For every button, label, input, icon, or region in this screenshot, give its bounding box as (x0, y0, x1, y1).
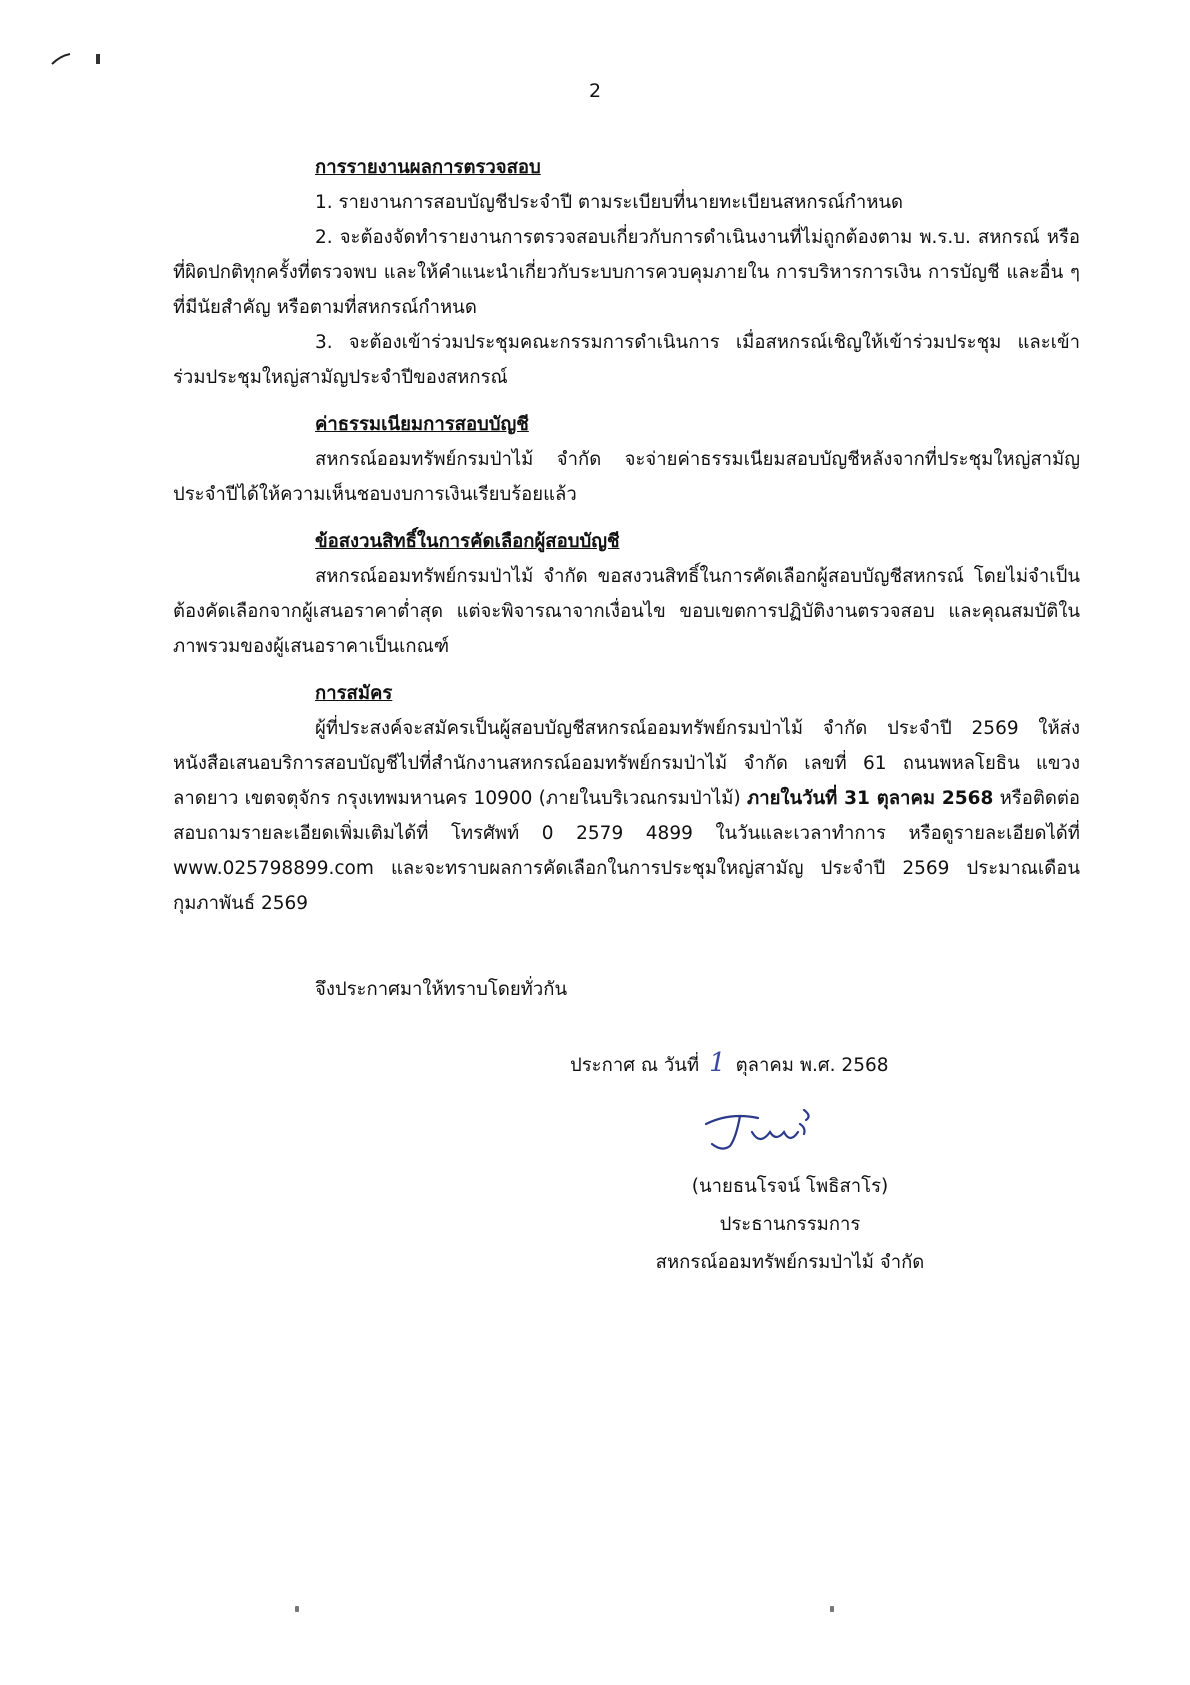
section-heading-reservation: ข้อสงวนสิทธิ์ในการคัดเลือกผู้สอบบัญชี (315, 531, 620, 552)
scan-mark-icon (50, 50, 120, 70)
audit-fee-text: สหกรณ์ออมทรัพย์กรมป่าไม้ จำกัด จะจ่ายค่าธรรมเนียมสอบบัญชีหลังจากที่ประชุมใหญ่สามัญประจำปีได้ให้ความเห็นชอบงบการเงินเรียบร้อยแล้ว (173, 449, 1080, 505)
audit-report-item-3: 3. จะต้องเข้าร่วมประชุมคณะกรรมการดำเนินการ เมื่อสหกรณ์เชิญให้เข้าร่วมประชุม และเข้าร่วมประชุมใหญ่สามัญประจำปีของสหกรณ์ (173, 332, 1080, 388)
section-heading-audit-report: การรายงานผลการตรวจสอบ (315, 157, 541, 178)
signatory-organization: สหกรณ์ออมทรัพย์กรมป่าไม้ จำกัด (655, 1252, 925, 1273)
signatory-position: ประธานกรรมการ (719, 1214, 861, 1235)
application-text-after: หรือติดต่อสอบถามรายละเอียดเพิ่มเติมได้ที่ โทรศัพท์ 0 2579 4899 ในวันและเวลาทำการ หรือดูรายละเอียดได้ที่ www.025798899.com และจะทราบผลการคัดเลือกในการประชุมใหญ่สามัญ ประจำปี 2569 ประมาณเดือนกุมภาพันธ์ 2569 (173, 788, 1080, 914)
scan-speck (830, 1606, 834, 1612)
signatory-name: (นายธนโรจน์ โพธิสาโร) (691, 1176, 889, 1197)
announcement-prefix: ประกาศ ณ วันที่ (570, 1055, 700, 1076)
audit-report-item-1: 1. รายงานการสอบบัญชีประจำปี ตามระเบียบที่นายทะเบียนสหกรณ์กำหนด (315, 192, 904, 213)
scan-speck (295, 1606, 299, 1612)
audit-report-item-2: 2. จะต้องจัดทำรายงานการตรวจสอบเกี่ยวกับการดำเนินงานที่ไม่ถูกต้องตาม พ.ร.บ. สหกรณ์ หรือที่ผิดปกติทุกครั้งที่ตรวจพบ และให้คำแนะนำเกี่ยวกับระบบการควบคุมภายใน การบริหารการเงิน การบัญชี และอื่น ๆ ที่มีนัยสำคัญ หรือตามที่สหกรณ์กำหนด (173, 227, 1080, 318)
announcement-date (570, 1048, 889, 1080)
application-text-before: ผู้ที่ประสงค์จะสมัครเป็นผู้สอบบัญชีสหกรณ์ออมทรัพย์กรมป่าไม้ จำกัด ประจำปี 2569 ให้ส่งหนังสือเสนอบริการสอบบัญชีไปที่สำนักงานสหกรณ์ออมทรัพย์กรมป่าไม้ จำกัด เลขที่ 61 ถนนพหลโยธิน แขวงลาดยาว เขตจตุจักร กรุงเทพมหานคร 10900 (ภายในบริเวณกรมป่าไม้) (173, 718, 1080, 809)
application-deadline: ภายในวันที่ 31 ตุลาคม 2568 (747, 788, 994, 809)
application-text (173, 711, 1080, 921)
reservation-text: สหกรณ์ออมทรัพย์กรมป่าไม้ จำกัด ขอสงวนสิทธิ์ในการคัดเลือกผู้สอบบัญชีสหกรณ์ โดยไม่จำเป็นต้องคัดเลือกจากผู้เสนอราคาต่ำสุด แต่จะพิจารณาจากเงื่อนไข ขอบเขตการปฏิบัติงานตรวจสอบ และคุณสมบัติในภาพรวมของผู้เสนอราคาเป็นเกณฑ์ (173, 566, 1080, 657)
page-number: 2 (588, 80, 602, 102)
document-body (173, 150, 1080, 921)
signature-icon (700, 1102, 840, 1162)
announcement-suffix: ตุลาคม พ.ศ. 2568 (735, 1055, 889, 1076)
section-heading-audit-fee: ค่าธรรมเนียมการสอบบัญชี (315, 414, 529, 435)
announcement-day: 1 (709, 1048, 726, 1078)
section-heading-application: การสมัคร (315, 683, 393, 704)
closing-statement: จึงประกาศมาให้ทราบโดยทั่วกัน (315, 979, 568, 1000)
signatory-block (620, 1168, 960, 1282)
